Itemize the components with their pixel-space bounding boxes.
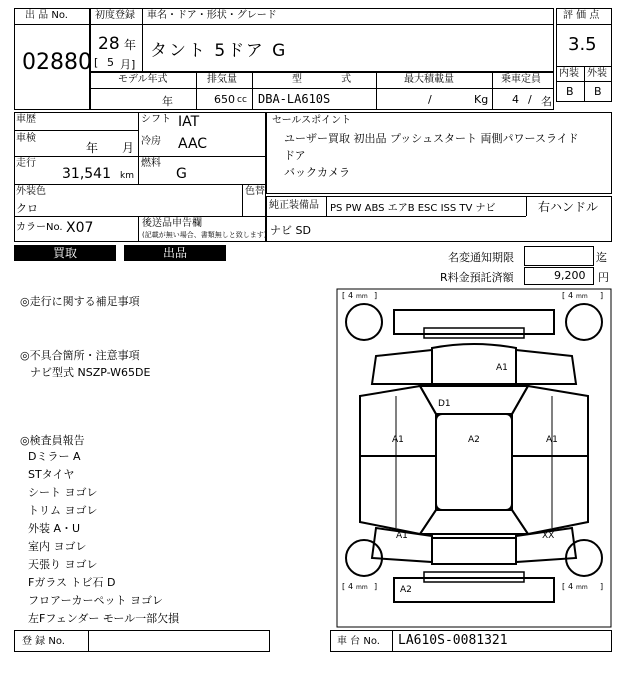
mark-roof-center: A2	[468, 435, 480, 445]
reg-no-label: 登 録 No.	[22, 636, 65, 647]
deadline-unit: 迄	[596, 251, 607, 264]
mileage-label: 走行	[16, 158, 36, 169]
color-no-label: カラーNo.	[16, 222, 63, 233]
inspector-line: STタイヤ	[28, 468, 75, 481]
recycle-unit: 円	[598, 271, 609, 284]
lot-number: 02880	[22, 50, 92, 75]
chassis-label: 車 台 No.	[337, 636, 380, 647]
shift-label: シフト	[141, 114, 171, 125]
type-value: DBA-LA610S	[258, 92, 331, 106]
inspector-line: Fガラス トビ石 D	[28, 576, 116, 589]
svg-text:[: [	[562, 291, 566, 300]
tire-unit: mm	[356, 293, 368, 300]
capacity-sep: /	[528, 93, 532, 106]
mark-right-front-door: A1	[546, 435, 558, 445]
inspection-month: 月	[122, 141, 135, 155]
tag-listing: 出品	[124, 245, 226, 261]
inspector-line: フロアーカーペット ヨゴレ	[28, 594, 163, 607]
rating-value: 3.5	[568, 34, 597, 55]
mark-left-rear: A1	[396, 531, 408, 541]
sales-point-label: セールスポイント	[272, 115, 352, 126]
first-reg-month-close: 月]	[120, 58, 136, 71]
shift-value: IAT	[178, 114, 200, 130]
max-load-label: 最大積載量	[404, 74, 454, 85]
recycle-label: R料金預託済額	[440, 271, 514, 284]
tire-top-left: 4	[348, 291, 354, 300]
aftermarket-note: (記載が無い場合、書類無しと致します)	[142, 231, 267, 239]
max-load-unit: Kg	[474, 93, 489, 106]
mark-windshield: D1	[438, 399, 451, 409]
displacement-label: 排気量	[207, 74, 237, 85]
deadline-field	[524, 246, 594, 266]
mark-roof: A1	[496, 363, 508, 373]
aftermarket-value: ナビ SD	[270, 224, 311, 237]
capacity-label: 乗車定員	[501, 74, 541, 85]
inspector-line: シート ヨゴレ	[28, 486, 98, 499]
mark-right-rear: XX	[542, 531, 555, 541]
mileage-unit: km	[120, 171, 134, 181]
capacity-unit: 名	[541, 95, 552, 108]
model-year-unit: 年	[162, 95, 173, 108]
model-year-label: モデル年式	[118, 74, 168, 85]
inspection-label: 車検	[16, 133, 36, 144]
tire-unit: mm	[576, 293, 588, 300]
first-reg-year-unit: 年	[124, 38, 137, 52]
deadline-label: 名変通知期限	[448, 251, 514, 264]
svg-text:[: [	[562, 582, 566, 591]
inspector-line: 天張り ヨゴレ	[28, 558, 98, 571]
first-reg-month-open: [	[94, 56, 99, 69]
first-reg-year: 28	[98, 34, 120, 54]
mark-left-front-door: A1	[392, 435, 404, 445]
type-label: 型 式	[292, 74, 370, 85]
rating-label: 評 価 点	[563, 10, 600, 21]
history-label: 車歴	[16, 114, 36, 125]
equipment-value: PS PW ABS エアB ESC ISS TV ナビ	[330, 203, 496, 214]
aftermarket-label: 後送品申告欄	[142, 218, 202, 229]
exterior-label: 外装	[587, 68, 607, 79]
inspection-year: 年	[86, 141, 99, 155]
ac-value: AAC	[178, 136, 208, 152]
svg-text:[: [	[342, 291, 346, 300]
fuel-value: G	[176, 166, 187, 182]
defect-line: ナビ型式 NSZP-W65DE	[30, 366, 151, 379]
displacement-unit: cc	[237, 95, 247, 105]
ext-color-label: 外装色	[16, 186, 46, 197]
inspector-title: ◎検査員報告	[20, 434, 85, 447]
inspector-line: 室内 ヨゴレ	[28, 540, 87, 553]
ext-color-value: クロ	[16, 202, 38, 215]
sales-line-1: ユーザー買取 初出品 プッシュスタート 両側パワースライド	[284, 132, 579, 145]
ac-label: 冷房	[141, 136, 161, 147]
first-registration-label: 初度登録	[95, 10, 135, 21]
recycle-value: 9,200	[554, 269, 586, 282]
car-name: タント 5ドア G	[150, 41, 288, 61]
defects-title: ◎不具合箇所・注意事項	[20, 349, 140, 362]
inspector-line: トリム ヨゴレ	[28, 504, 98, 517]
interior-grade: B	[566, 85, 574, 98]
inspector-line: Dミラー A	[28, 450, 81, 463]
svg-text:[: [	[342, 582, 346, 591]
fuel-label: 燃料	[141, 158, 161, 169]
tire-bottom-left: 4	[348, 582, 354, 591]
inspector-line: 左Fフェンダー モール一部欠損	[28, 612, 180, 625]
tire-bottom-right: 4	[568, 582, 574, 591]
max-load-value: /	[428, 93, 432, 106]
svg-text:]: ]	[600, 582, 604, 591]
svg-text:]: ]	[600, 291, 604, 300]
sales-line-2: ドア	[284, 149, 306, 162]
chassis-value: LA610S-0081321	[398, 633, 508, 648]
mileage-value: 31,541	[62, 166, 111, 182]
color-no-value: X07	[66, 220, 94, 236]
interior-label: 内装	[559, 68, 579, 79]
equipment-label: 純正装備品	[269, 200, 319, 211]
mark-rear-bumper: A2	[400, 585, 412, 595]
tire-unit: mm	[576, 584, 588, 591]
driving-notes-title: ◎走行に関する補足事項	[20, 295, 140, 308]
capacity-value: 4	[512, 93, 519, 106]
color-change-label: 色替	[245, 186, 265, 197]
svg-text:]: ]	[374, 582, 378, 591]
tire-top-right: 4	[568, 291, 574, 300]
svg-text:]: ]	[374, 291, 378, 300]
lot-number-label: 出 品 No.	[25, 10, 68, 21]
first-reg-month: 5	[107, 56, 114, 69]
car-name-label: 車名・ドア・形状・グレード	[147, 10, 277, 21]
tag-purchase: 買取	[14, 245, 116, 261]
inspector-line: 外装 A・U	[28, 522, 81, 535]
sales-line-3: バックカメラ	[284, 166, 350, 179]
displacement-value: 650	[214, 93, 235, 106]
car-damage-diagram	[336, 288, 612, 628]
steering-value: 右ハンドル	[538, 200, 599, 214]
tire-unit: mm	[356, 584, 368, 591]
exterior-grade: B	[594, 85, 602, 98]
